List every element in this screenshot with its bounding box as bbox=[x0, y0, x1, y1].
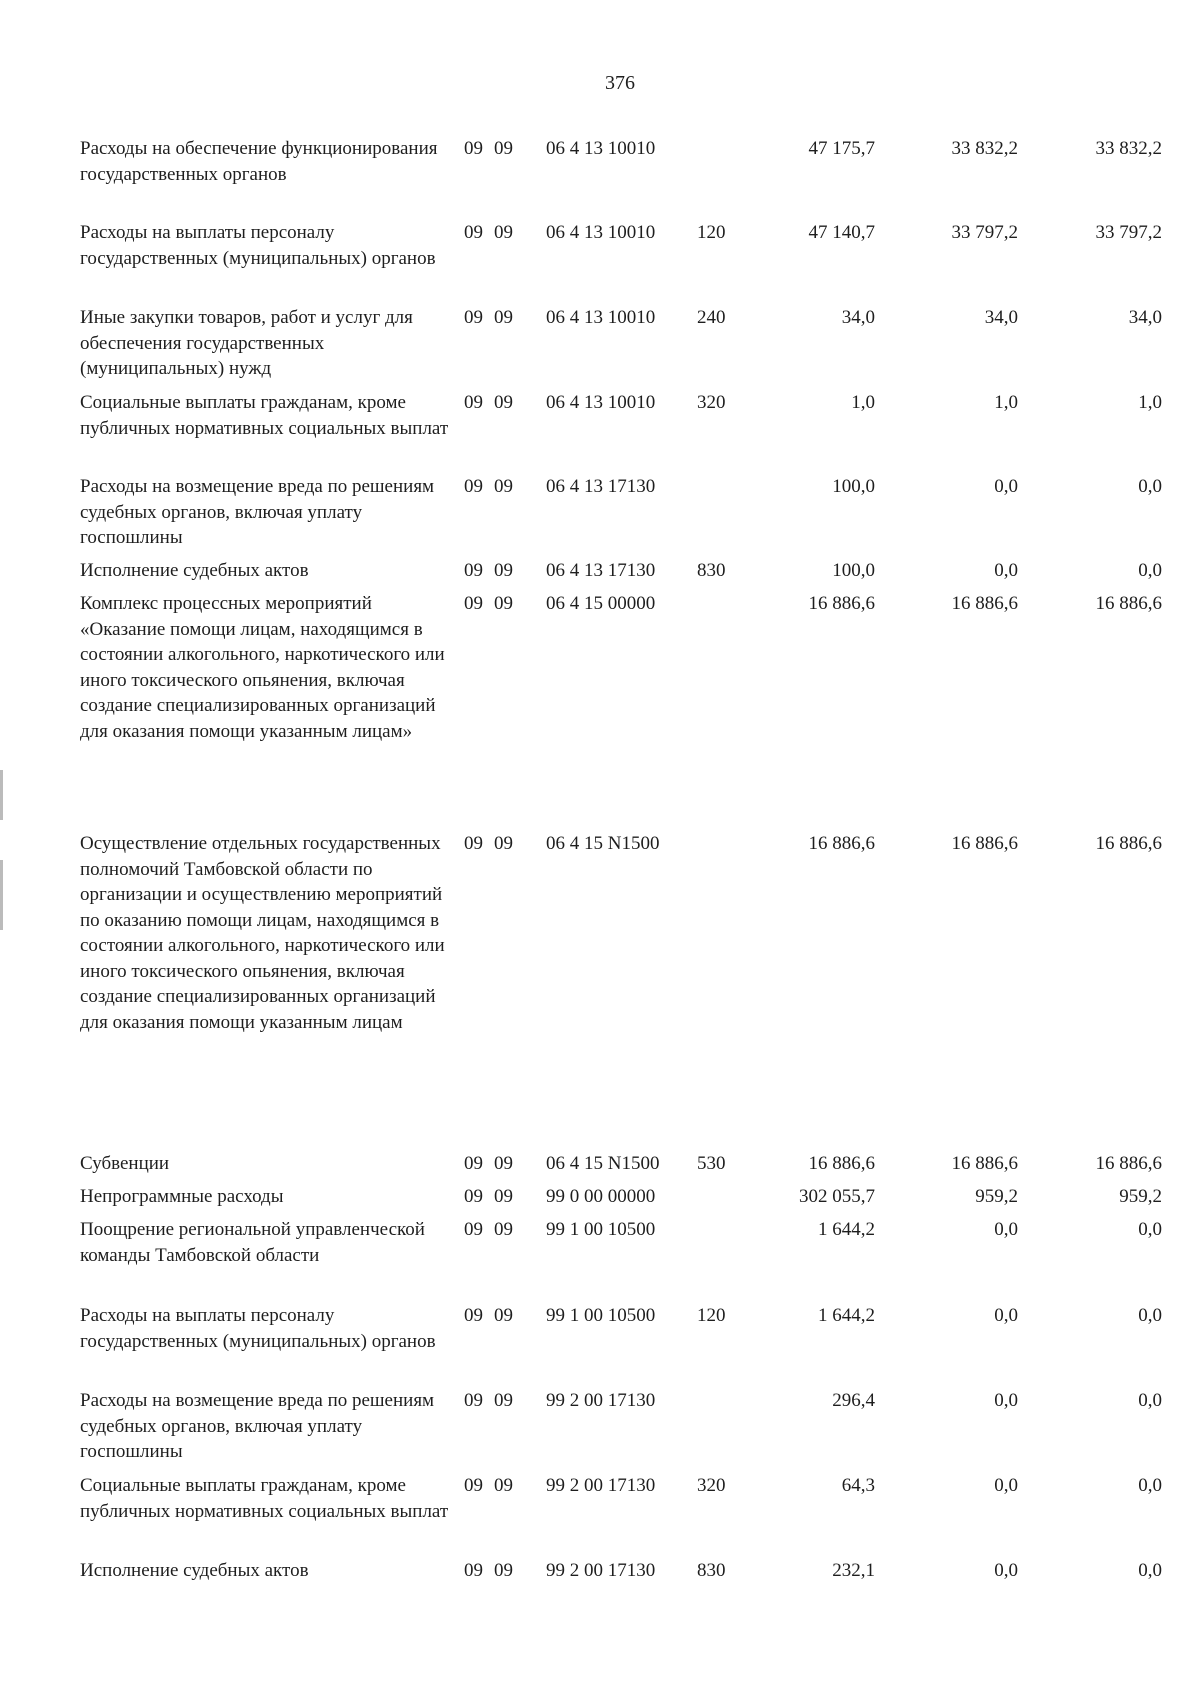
row-target-article: 06 4 13 17130 bbox=[546, 476, 656, 497]
row-sum-3: 0,0 bbox=[1138, 1305, 1162, 1326]
row-subsection: 09 bbox=[494, 1186, 513, 1207]
row-expense-type: 320 bbox=[697, 1475, 726, 1496]
row-sum-1: 100,0 bbox=[832, 476, 875, 497]
row-section: 09 bbox=[464, 593, 483, 614]
row-sum-1: 302 055,7 bbox=[799, 1186, 875, 1207]
row-sum-2: 34,0 bbox=[984, 307, 1018, 328]
row-sum-1: 64,3 bbox=[841, 1475, 875, 1496]
row-sum-3: 0,0 bbox=[1138, 1390, 1162, 1411]
row-name: Иные закупки товаров, работ и услуг для обеспечения государственных (муниципальных) нужд bbox=[80, 307, 413, 379]
row-sum-3: 0,0 bbox=[1138, 1475, 1162, 1496]
row-subsection: 09 bbox=[494, 833, 513, 854]
row-sum-3: 0,0 bbox=[1138, 560, 1162, 581]
row-sum-3: 16 886,6 bbox=[1095, 833, 1162, 854]
row-name: Исполнение судебных актов bbox=[80, 560, 309, 581]
row-subsection: 09 bbox=[494, 307, 513, 328]
row-target-article: 99 0 00 00000 bbox=[546, 1186, 656, 1207]
row-sum-2: 33 797,2 bbox=[951, 222, 1018, 243]
row-sum-3: 0,0 bbox=[1138, 476, 1162, 497]
row-target-article: 06 4 13 17130 bbox=[546, 560, 656, 581]
row-expense-type: 830 bbox=[697, 1560, 726, 1581]
row-expense-type: 530 bbox=[697, 1153, 726, 1174]
row-subsection: 09 bbox=[494, 1219, 513, 1240]
row-name: Осуществление отдельных государственных полномочий Тамбовской области по организации и осуществлению мероприятий по оказанию помощи лицам, находящимся в состоянии алкогольного, наркотического или иного токсического опьянения, включая создание специализированных организаций для оказания помощи указанным лицам bbox=[80, 833, 445, 1033]
row-section: 09 bbox=[464, 1153, 483, 1174]
row-subsection: 09 bbox=[494, 1153, 513, 1174]
row-sum-3: 16 886,6 bbox=[1095, 1153, 1162, 1174]
row-target-article: 06 4 13 10010 bbox=[546, 222, 656, 243]
row-sum-3: 0,0 bbox=[1138, 1560, 1162, 1581]
row-sum-2: 0,0 bbox=[994, 1390, 1018, 1411]
row-sum-2: 16 886,6 bbox=[951, 593, 1018, 614]
row-name: Исполнение судебных актов bbox=[80, 1560, 309, 1581]
row-target-article: 06 4 15 N1500 bbox=[546, 1153, 660, 1174]
row-section: 09 bbox=[464, 1475, 483, 1496]
row-section: 09 bbox=[464, 560, 483, 581]
row-sum-1: 16 886,6 bbox=[808, 1153, 875, 1174]
row-sum-1: 100,0 bbox=[832, 560, 875, 581]
row-section: 09 bbox=[464, 1560, 483, 1581]
row-expense-type: 320 bbox=[697, 392, 726, 413]
row-sum-1: 16 886,6 bbox=[808, 833, 875, 854]
row-sum-1: 1 644,2 bbox=[818, 1219, 875, 1240]
row-name: Расходы на возмещение вреда по решениям судебных органов, включая уплату госпошлины bbox=[80, 1390, 435, 1462]
row-name: Непрограммные расходы bbox=[80, 1186, 284, 1207]
row-sum-1: 1,0 bbox=[851, 392, 875, 413]
row-sum-3: 33 797,2 bbox=[1095, 222, 1162, 243]
row-section: 09 bbox=[464, 476, 483, 497]
row-section: 09 bbox=[464, 1390, 483, 1411]
row-sum-2: 16 886,6 bbox=[951, 833, 1018, 854]
row-sum-3: 33 832,2 bbox=[1095, 138, 1162, 159]
row-name: Комплекс процессных мероприятий «Оказание помощи лицам, находящимся в состоянии алкогольного, наркотического или иного токсического опьянения, включая создание специализированных организаций для оказания помощи указанным лицам» bbox=[80, 593, 445, 742]
row-subsection: 09 bbox=[494, 222, 513, 243]
row-target-article: 99 1 00 10500 bbox=[546, 1219, 656, 1240]
row-section: 09 bbox=[464, 138, 483, 159]
row-subsection: 09 bbox=[494, 138, 513, 159]
row-sum-2: 0,0 bbox=[994, 1219, 1018, 1240]
row-sum-3: 959,2 bbox=[1119, 1186, 1162, 1207]
row-sum-1: 47 140,7 bbox=[808, 222, 875, 243]
row-sum-3: 1,0 bbox=[1138, 392, 1162, 413]
row-target-article: 06 4 13 10010 bbox=[546, 307, 656, 328]
row-section: 09 bbox=[464, 833, 483, 854]
row-name: Расходы на обеспечение функционирования государственных органов bbox=[80, 138, 438, 185]
row-target-article: 99 2 00 17130 bbox=[546, 1475, 656, 1496]
row-subsection: 09 bbox=[494, 593, 513, 614]
row-sum-1: 34,0 bbox=[841, 307, 875, 328]
row-subsection: 09 bbox=[494, 1390, 513, 1411]
row-name: Расходы на возмещение вреда по решениям судебных органов, включая уплату госпошлины bbox=[80, 476, 435, 548]
row-sum-2: 0,0 bbox=[994, 560, 1018, 581]
row-expense-type: 830 bbox=[697, 560, 726, 581]
row-expense-type: 120 bbox=[697, 1305, 726, 1326]
row-section: 09 bbox=[464, 392, 483, 413]
row-target-article: 99 2 00 17130 bbox=[546, 1390, 656, 1411]
row-subsection: 09 bbox=[494, 1305, 513, 1326]
row-subsection: 09 bbox=[494, 392, 513, 413]
row-sum-2: 0,0 bbox=[994, 1560, 1018, 1581]
row-sum-1: 232,1 bbox=[832, 1560, 875, 1581]
row-name: Субвенции bbox=[80, 1153, 170, 1174]
page-number: 376 bbox=[605, 72, 635, 94]
row-sum-3: 34,0 bbox=[1128, 307, 1162, 328]
row-target-article: 06 4 15 00000 bbox=[546, 593, 656, 614]
row-section: 09 bbox=[464, 1305, 483, 1326]
row-expense-type: 240 bbox=[697, 307, 726, 328]
row-sum-3: 0,0 bbox=[1138, 1219, 1162, 1240]
row-target-article: 99 2 00 17130 bbox=[546, 1560, 656, 1581]
row-sum-1: 47 175,7 bbox=[808, 138, 875, 159]
row-sum-1: 16 886,6 bbox=[808, 593, 875, 614]
row-subsection: 09 bbox=[494, 476, 513, 497]
row-name: Социальные выплаты гражданам, кроме публичных нормативных социальных выплат bbox=[80, 392, 449, 439]
row-sum-2: 1,0 bbox=[994, 392, 1018, 413]
row-name: Поощрение региональной управленческой команды Тамбовской области bbox=[80, 1219, 425, 1266]
row-target-article: 99 1 00 10500 bbox=[546, 1305, 656, 1326]
row-target-article: 06 4 13 10010 bbox=[546, 392, 656, 413]
row-section: 09 bbox=[464, 1186, 483, 1207]
row-sum-3: 16 886,6 bbox=[1095, 593, 1162, 614]
row-sum-1: 1 644,2 bbox=[818, 1305, 875, 1326]
row-expense-type: 120 bbox=[697, 222, 726, 243]
row-sum-2: 959,2 bbox=[975, 1186, 1018, 1207]
row-name: Расходы на выплаты персоналу государственных (муниципальных) органов bbox=[80, 222, 436, 269]
row-sum-2: 0,0 bbox=[994, 1475, 1018, 1496]
row-section: 09 bbox=[464, 222, 483, 243]
row-target-article: 06 4 15 N1500 bbox=[546, 833, 660, 854]
row-sum-2: 33 832,2 bbox=[951, 138, 1018, 159]
row-sum-2: 0,0 bbox=[994, 1305, 1018, 1326]
row-sum-2: 16 886,6 bbox=[951, 1153, 1018, 1174]
row-sum-2: 0,0 bbox=[994, 476, 1018, 497]
row-section: 09 bbox=[464, 307, 483, 328]
row-sum-1: 296,4 bbox=[832, 1390, 875, 1411]
row-name: Социальные выплаты гражданам, кроме публичных нормативных социальных выплат bbox=[80, 1475, 449, 1522]
row-name: Расходы на выплаты персоналу государственных (муниципальных) органов bbox=[80, 1305, 436, 1352]
row-section: 09 bbox=[464, 1219, 483, 1240]
row-target-article: 06 4 13 10010 bbox=[546, 138, 656, 159]
row-subsection: 09 bbox=[494, 1560, 513, 1581]
row-subsection: 09 bbox=[494, 560, 513, 581]
row-subsection: 09 bbox=[494, 1475, 513, 1496]
